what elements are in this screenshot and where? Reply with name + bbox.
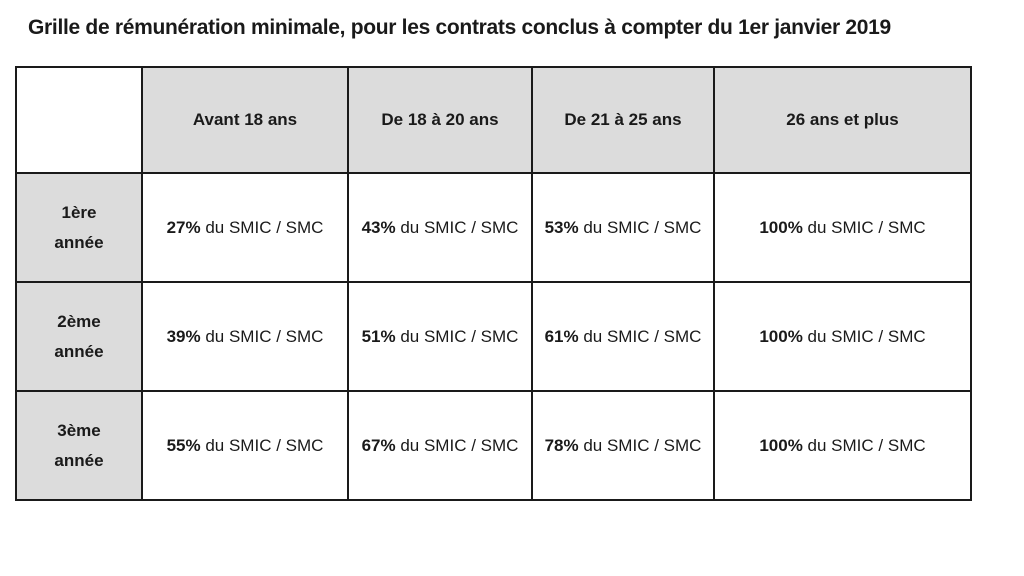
row-header-3eme-annee [16,391,142,500]
document-title: Grille de rémunération minimale, pour les contrats conclus à compter du 1er janvier 2019 [28,16,891,39]
cell-percentage: 61% [544,326,579,346]
remuneration-table [15,66,972,501]
table-cell [142,173,348,282]
cell-percentage: 100% [759,217,803,237]
corner-cell [16,67,142,173]
cell-suffix: du SMIC / SMC [200,435,324,455]
table-cell [142,391,348,500]
cell-suffix: du SMIC / SMC [802,326,926,346]
cell-suffix: du SMIC / SMC [578,217,702,237]
column-header-avant-18: Avant 18 ans [142,67,348,173]
cell-suffix: du SMIC / SMC [578,435,702,455]
table-cell [142,282,348,391]
cell-percentage: 100% [759,326,803,346]
row-header-line2: année [54,232,104,252]
table-header-row [16,67,971,173]
table-cell [348,173,532,282]
column-header-21-25: De 21 à 25 ans [532,67,714,173]
cell-percentage: 55% [166,435,201,455]
cell-suffix: du SMIC / SMC [802,217,926,237]
cell-percentage: 43% [361,217,396,237]
cell-percentage: 67% [361,435,396,455]
cell-suffix: du SMIC / SMC [395,326,519,346]
row-header-line2: année [54,341,104,361]
cell-percentage: 39% [166,326,201,346]
row-header-line1: 2ème [57,311,101,331]
cell-suffix: du SMIC / SMC [578,326,702,346]
table-cell [348,391,532,500]
cell-percentage: 100% [759,435,803,455]
table-row [16,173,971,282]
table-row [16,391,971,500]
table-cell [532,391,714,500]
cell-suffix: du SMIC / SMC [395,435,519,455]
table-cell [714,391,971,500]
cell-percentage: 51% [361,326,396,346]
row-header-1ere-annee [16,173,142,282]
cell-percentage: 53% [544,217,579,237]
cell-suffix: du SMIC / SMC [200,326,324,346]
cell-suffix: du SMIC / SMC [395,217,519,237]
table-cell [532,282,714,391]
column-header-18-20: De 18 à 20 ans [348,67,532,173]
table-cell [348,282,532,391]
table-cell [714,173,971,282]
cell-suffix: du SMIC / SMC [802,435,926,455]
row-header-line1: 1ère [61,202,97,222]
row-header-line1: 3ème [57,420,101,440]
cell-percentage: 78% [544,435,579,455]
row-header-line2: année [54,450,104,470]
row-header-2eme-annee [16,282,142,391]
column-header-26-plus: 26 ans et plus [714,67,971,173]
cell-suffix: du SMIC / SMC [200,217,324,237]
table-row [16,282,971,391]
cell-percentage: 27% [166,217,201,237]
table-cell [532,173,714,282]
table-cell [714,282,971,391]
